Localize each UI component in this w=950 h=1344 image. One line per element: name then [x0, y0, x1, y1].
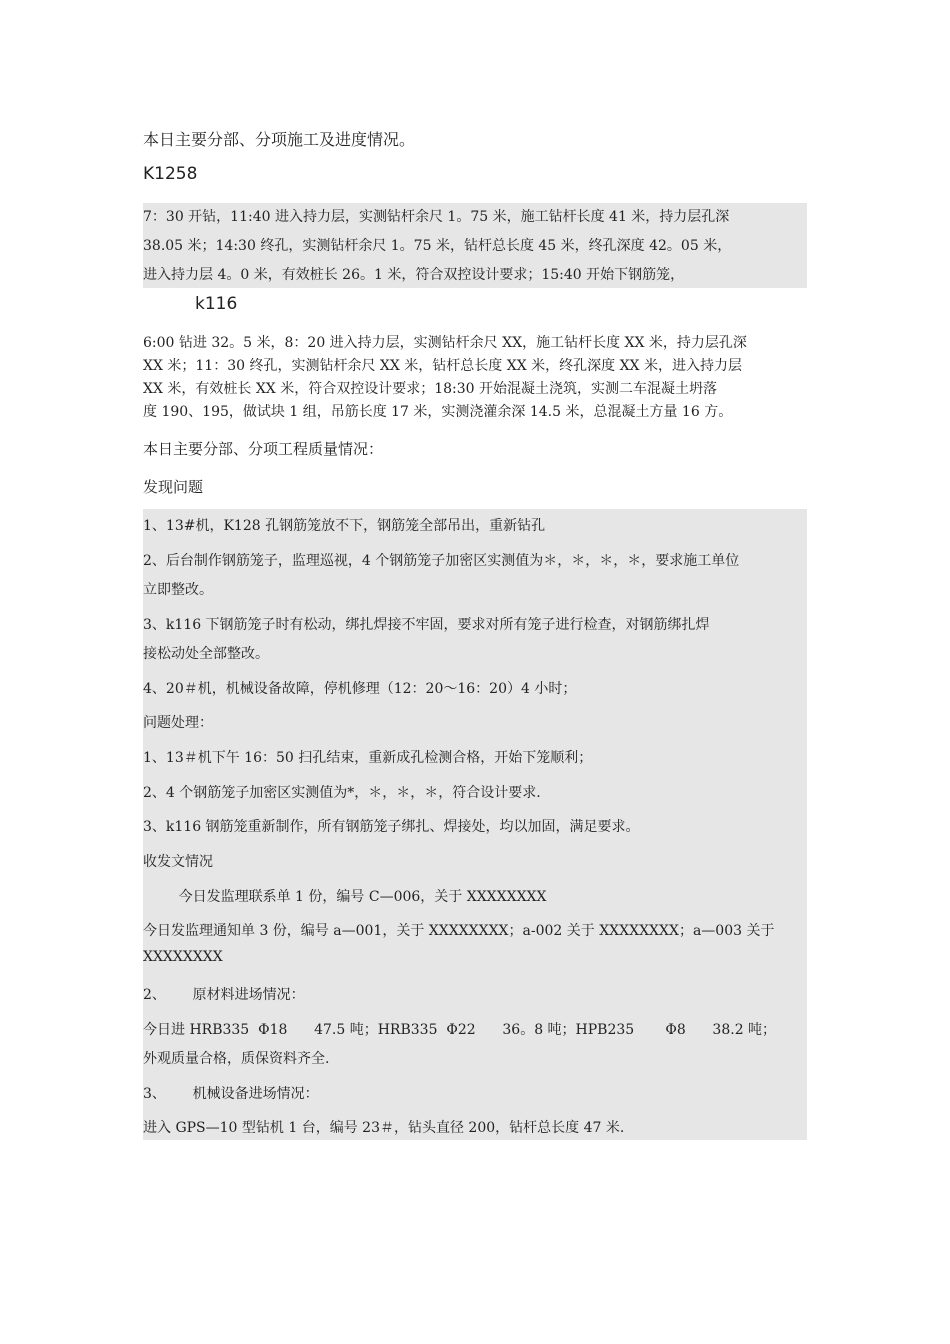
problem-line: 1、13#机，K128 孔钢筋笼放不下，钢筋笼全部吊出，重新钻孔 [143, 518, 546, 534]
document-line: XXXXXXXX [143, 949, 223, 965]
problems-shaded-block [143, 509, 807, 1140]
k116-line: 6:00 钻进 32。5 米，8：20 进入持力层，实测钻杆余尺 XX，施工钻杆长度 XX 米，持力层孔深 [143, 335, 747, 351]
pile-label-k1258: K1258 [143, 164, 198, 184]
k1258-line: 7：30 开钻，11:40 进入持力层，实测钻杆余尺 1。75 米，施工钻杆长度 41 米，持力层孔深 [143, 209, 730, 225]
pile-label-k116: k116 [195, 294, 238, 314]
handling-line: 2、4 个钢筋笼子加密区实测值为*，＊，＊，＊，符合设计要求. [143, 785, 541, 801]
k116-description [143, 332, 807, 420]
materials-heading: 2、 原材料进场情况： [143, 987, 305, 1003]
handling-line: 1、13＃机下午 16：50 扫孔结束，重新成孔检测合格，开始下笼顺利； [143, 750, 593, 766]
k1258-description [143, 203, 807, 288]
problem-line: 立即整改。 [143, 582, 213, 598]
problem-line: 3、k116 下钢筋笼子时有松动，绑扎焊接不牢固，要求对所有笼子进行检查，对钢筋绑扎焊 [143, 617, 710, 633]
equipment-line: 进入 GPS—10 型钻机 1 台，编号 23＃，钻头直径 200，钻杆总长度 47 米. [143, 1120, 625, 1136]
handling-heading: 问题处理： [143, 715, 213, 731]
handling-line: 3、k116 钢筋笼重新制作，所有钢筋笼子绑扎、焊接处，均以加固，满足要求。 [143, 819, 640, 835]
problem-line: 接松动处全部整改。 [143, 646, 269, 662]
problem-line: 2、后台制作钢筋笼子，监理巡视，4 个钢筋笼子加密区实测值为＊，＊，＊，＊，要求施工单位 [143, 553, 740, 569]
k1258-line: 38.05 米；14:30 终孔，实测钻杆余尺 1。75 米，钻杆总长度 45 米，终孔深度 42。05 米， [143, 238, 732, 254]
section-title-quality: 本日主要分部、分项工程质量情况： [143, 440, 384, 458]
problem-line: 4、20＃机，机械设备故障，停机修理（12：20～16：20）4 小时； [143, 681, 577, 697]
problems-heading: 发现问题 [143, 478, 204, 496]
k116-line: 度 190、195，做试块 1 组，吊筋长度 17 米，实测浇灌余深 14.5 米，总混凝土方量 16 方。 [143, 404, 733, 420]
document-line: 今日发监理联系单 1 份，编号 C—006，关于 XXXXXXXX [143, 889, 547, 905]
materials-line: 外观质量合格，质保资料齐全. [143, 1051, 330, 1067]
equipment-heading: 3、 机械设备进场情况： [143, 1086, 319, 1102]
materials-line: 今日进 HRB335 Φ18 47.5 吨；HRB335 Φ22 36。8 吨；HPB235 Φ8 38.2 吨； [143, 1022, 777, 1038]
k1258-line: 进入持力层 4。0 米，有效桩长 26。1 米，符合双控设计要求；15:40 开始下钢筋笼， [143, 267, 685, 283]
k116-line: XX 米，有效桩长 XX 米，符合双控设计要求；18:30 开始混凝土浇筑，实测二车混凝土坍落 [143, 381, 718, 397]
section-title-progress: 本日主要分部、分项施工及进度情况。 [143, 130, 416, 149]
documents-heading: 收发文情况 [143, 854, 213, 870]
k116-line: XX 米；11：30 终孔，实测钻杆余尺 XX 米，钻杆总长度 XX 米，终孔深度 XX 米，进入持力层 [143, 358, 742, 374]
document-line: 今日发监理通知单 3 份，编号 a—001，关于 XXXXXXXX；a-002 关于 XXXXXXXX；a—003 关于 [143, 923, 775, 939]
